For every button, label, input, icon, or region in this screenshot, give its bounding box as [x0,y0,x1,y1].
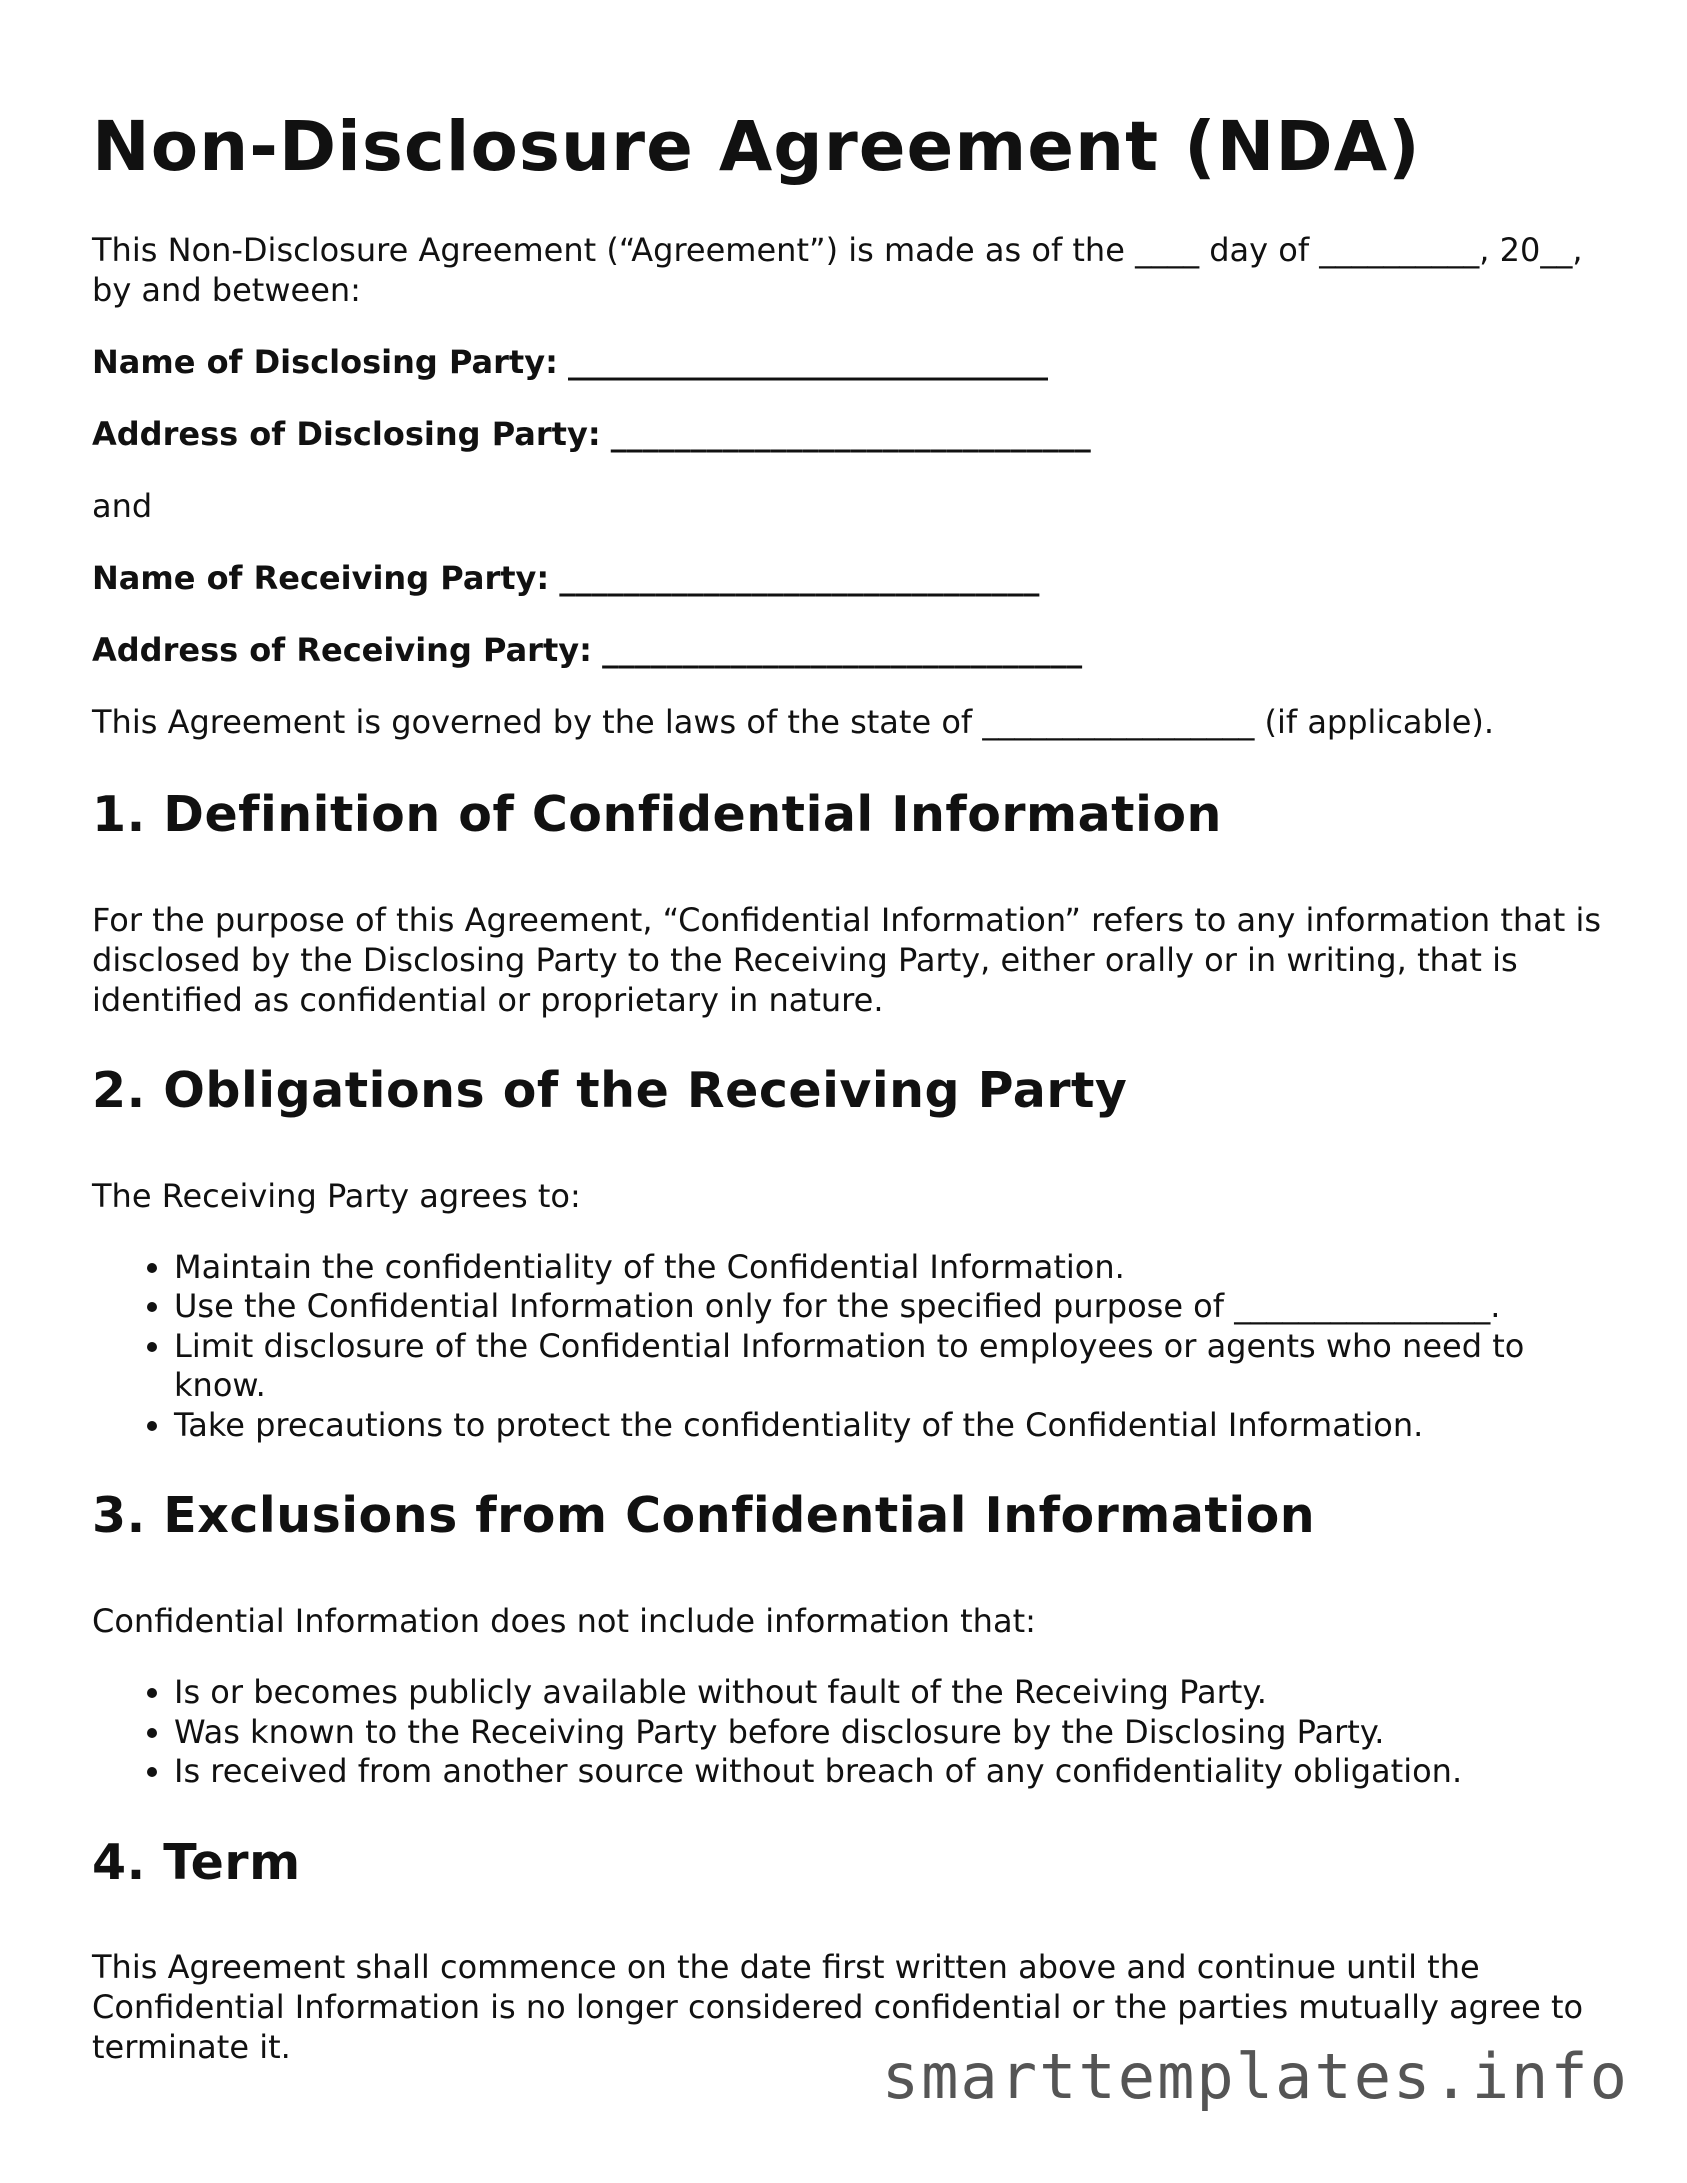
field-label: Address of Receiving Party: [92,630,592,669]
receiving-party-address-field [92,630,1602,670]
list-item: • Is received from another source without breach of any confidentiality obligation. [174,1752,1602,1792]
and-text: and [92,486,153,525]
section-heading: 2. Obligations of the Receiving Party [92,1061,1128,1119]
disclosing-party-address-field [92,414,1602,454]
section-body: Confidential Information does not include information that: [92,1602,1036,1641]
field-blank: ______________________________ [559,558,1040,597]
field-blank: ______________________________ [610,414,1091,453]
receiving-party-name-field [92,558,1602,598]
obligations-list [92,1248,1602,1446]
list-item: • Was known to the Receiving Party before disclosure by the Disclosing Party. [174,1713,1602,1753]
list-item: • Maintain the confidentiality of the Confidential Information. [174,1248,1602,1288]
watermark: smarttemplates.info [881,2040,1629,2113]
field-blank: ______________________________ [568,342,1049,381]
list-item: • Use the Confidential Information only for the specified purpose of ________________. [174,1287,1602,1327]
section-heading: 4. Term [92,1833,301,1891]
field-label: Name of Disclosing Party: [92,342,558,381]
disclosing-party-name-field [92,342,1602,382]
field-label: Address of Disclosing Party: [92,414,601,453]
section-body: For the purpose of this Agreement, “Confidential Information” refers to any information that is disclosed by the Disclosing Party to the Receiving Party, either orally or in writing, that is identified as confidential or proprietary in nature. [92,900,1602,1019]
list-item: • Limit disclosure of the Confidential Information to employees or agents who need to know. [174,1327,1602,1406]
document-title: Non-Disclosure Agreement (NDA) [92,107,1421,187]
field-blank: ______________________________ [602,630,1083,669]
field-label: Name of Receiving Party: [92,558,550,597]
intro-paragraph: This Non-Disclosure Agreement (“Agreement”) is made as of the ____ day of __________, 20__, by and between: [92,230,1583,309]
exclusions-list [92,1673,1602,1792]
section-body: This Agreement shall commence on the date first written above and continue until the Confidential Information is no longer considered confidential or the parties mutually agree to terminate it. [92,1948,1584,2067]
governing-law-paragraph: This Agreement is governed by the laws of the state of _________________ (if applicable). [92,702,1495,741]
section-body: The Receiving Party agrees to: [92,1176,581,1215]
section-heading: 1. Definition of Confidential Information [92,785,1222,843]
list-item: • Is or becomes publicly available without fault of the Receiving Party. [174,1673,1602,1713]
section-heading: 3. Exclusions from Confidential Information [92,1487,1316,1545]
document-page [92,107,1602,2067]
list-item: • Take precautions to protect the confidentiality of the Confidential Information. [174,1406,1602,1446]
